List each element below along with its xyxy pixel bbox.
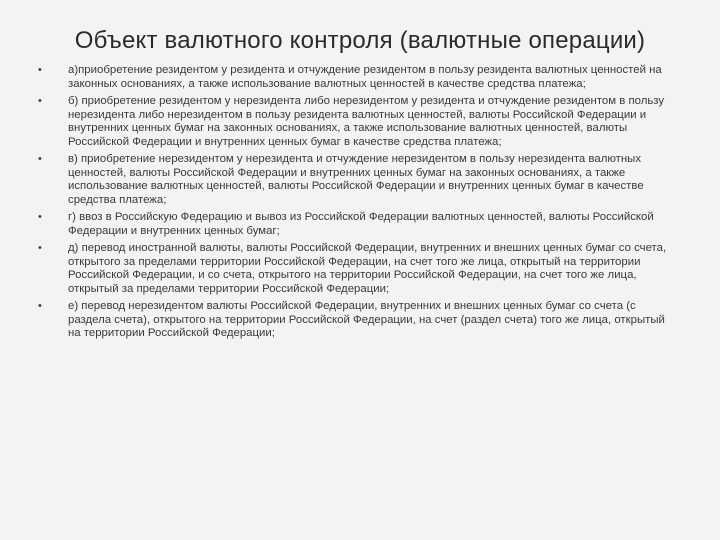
list-item — [38, 300, 678, 341]
bullet-icon: • — [38, 95, 42, 107]
slide-title: Объект валютного контроля (валютные операции) — [74, 27, 646, 54]
list-item — [38, 153, 678, 207]
list-item — [38, 211, 678, 238]
operations-list — [38, 64, 678, 345]
bullet-icon: • — [38, 242, 42, 254]
bullet-icon: • — [38, 300, 42, 312]
bullet-icon: • — [38, 153, 42, 165]
bullet-icon: • — [38, 64, 42, 76]
list-item-text: б) приобретение резидентом у нерезидента либо нерезидентом у резидента и отчуждение резидентом в пользу нерезидента либо нерезидентом в пользу резидента валютных ценностей, валюты Российской Федерации и внутренних ценных бумаг на законных основаниях, а также использование валютных ценностей, валюты Российской Федерации и внутренних ценных бумаг в качестве средства платежа; — [68, 95, 665, 148]
list-item-text: е) перевод нерезидентом валюты Российской Федерации, внутренних и внешних ценных бумаг со счета (с раздела счета), открытого на территории Российской Федерации, на счет (раздел счета) того же лица, открытый на территории Российской Федерации; — [68, 300, 665, 339]
list-item-text: а)приобретение резидентом у резидента и отчуждение резидентом в пользу резидента валютных ценностей на законных основаниях, а также использование валютных ценностей в качестве средства платежа; — [68, 64, 662, 90]
list-item — [38, 242, 678, 296]
list-item-text: г) ввоз в Российскую Федерацию и вывоз из Российской Федерации валютных ценностей, валюты Российской Федерации и внутренних ценных бумаг; — [68, 211, 654, 237]
list-item-text: д) перевод иностранной валюты, валюты Российской Федерации, внутренних и внешних ценных бумаг со счета, открытого за пределами территории Российской Федерации, на счет того же лица, открытый на территории Российской Федерации, и со счета, открытого на территории Российской Федерации, на счет того же лица, открытый за пределами территории Российской Федерации; — [68, 242, 667, 295]
list-item-text: в) приобретение нерезидентом у нерезидента и отчуждение нерезидентом в пользу нерезидента валютных ценностей, валюты Российской Федерации и внутренних ценных бумаг на законных основаниях, а также использование валютных ценностей, валюты Российской Федерации и внутренних ценных бумаг в качестве средства платежа; — [68, 153, 644, 206]
list-item — [38, 95, 678, 149]
bullet-icon: • — [38, 211, 42, 223]
list-item — [38, 64, 678, 91]
